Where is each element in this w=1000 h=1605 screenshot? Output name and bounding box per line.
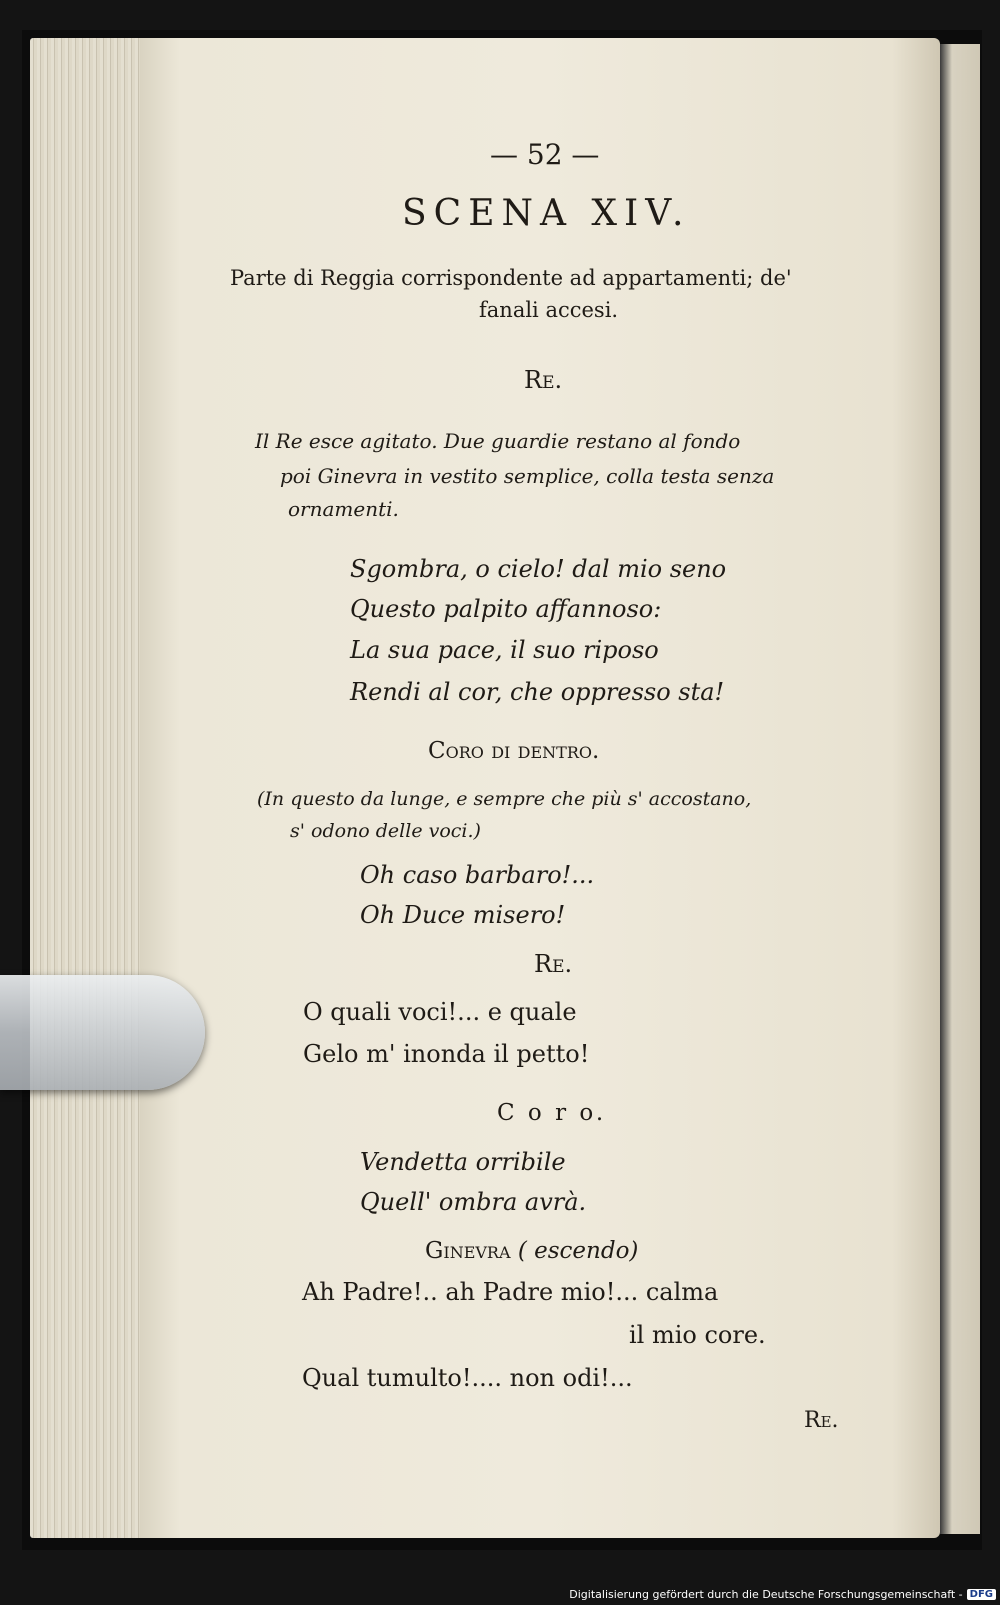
credit-text: Digitalisierung gefördert durch die Deutsche Forschungsgemeinschaft - [569, 1588, 963, 1601]
verse-line: il mio core. [629, 1321, 766, 1349]
verse-line: La sua pace, il suo riposo [350, 636, 659, 664]
page-edges [30, 38, 148, 1538]
speaker-re: Re. [534, 950, 573, 978]
digitization-credit [569, 1588, 996, 1601]
speaker-ginevra [425, 1238, 638, 1264]
dfg-logo-icon: DFG [967, 1589, 996, 1600]
verse-line: Gelo m' inonda il petto! [303, 1040, 590, 1068]
speaker-re: Re. [524, 366, 563, 394]
verse-line: Oh Duce misero! [360, 901, 566, 929]
stage-direction-line-5: s' odono delle voci.) [290, 820, 481, 842]
speaker-ginevra-direction: ( escendo) [517, 1238, 639, 1264]
setting-line-2: fanali accesi. [479, 298, 619, 322]
speaker-coro-di-dentro: Coro di dentro. [428, 738, 600, 764]
speaker-coro: C o r o. [497, 1100, 607, 1126]
setting-line-1: Parte di Reggia corrispondente ad appartamenti; de' [230, 266, 792, 290]
stage-direction-line-2: poi Ginevra in vestito semplice, colla testa senza [280, 464, 775, 488]
verse-line: Ah Padre!.. ah Padre mio!... calma [302, 1278, 719, 1306]
scene-heading: SCENA XIV. [402, 193, 691, 234]
verse-line: Rendi al cor, che oppresso sta! [350, 678, 725, 706]
verse-line: Qual tumulto!.... non odi!... [302, 1364, 633, 1392]
verse-line: Questo palpito affannoso: [350, 595, 662, 623]
verse-line: O quali voci!... e quale [303, 998, 577, 1026]
stage-direction-line-3: ornamenti. [288, 497, 399, 521]
verse-line: Sgombra, o cielo! dal mio seno [350, 555, 727, 583]
binder-clip-icon [0, 975, 205, 1090]
verse-line: Oh caso barbaro!... [360, 861, 595, 889]
next-page-edge [940, 44, 980, 1534]
catchword: Re. [804, 1408, 839, 1433]
stage-direction-line-1: Il Re esce agitato. Due guardie restano al fondo [255, 429, 741, 453]
page-number: — 52 — [490, 138, 600, 171]
book-page [140, 38, 940, 1538]
verse-line: Vendetta orribile [360, 1148, 566, 1176]
verse-line: Quell' ombra avrà. [360, 1188, 587, 1216]
speaker-ginevra-name: Ginevra [425, 1238, 511, 1264]
stage-direction-line-4: (In questo da lunge, e sempre che più s' accostano, [257, 788, 752, 810]
